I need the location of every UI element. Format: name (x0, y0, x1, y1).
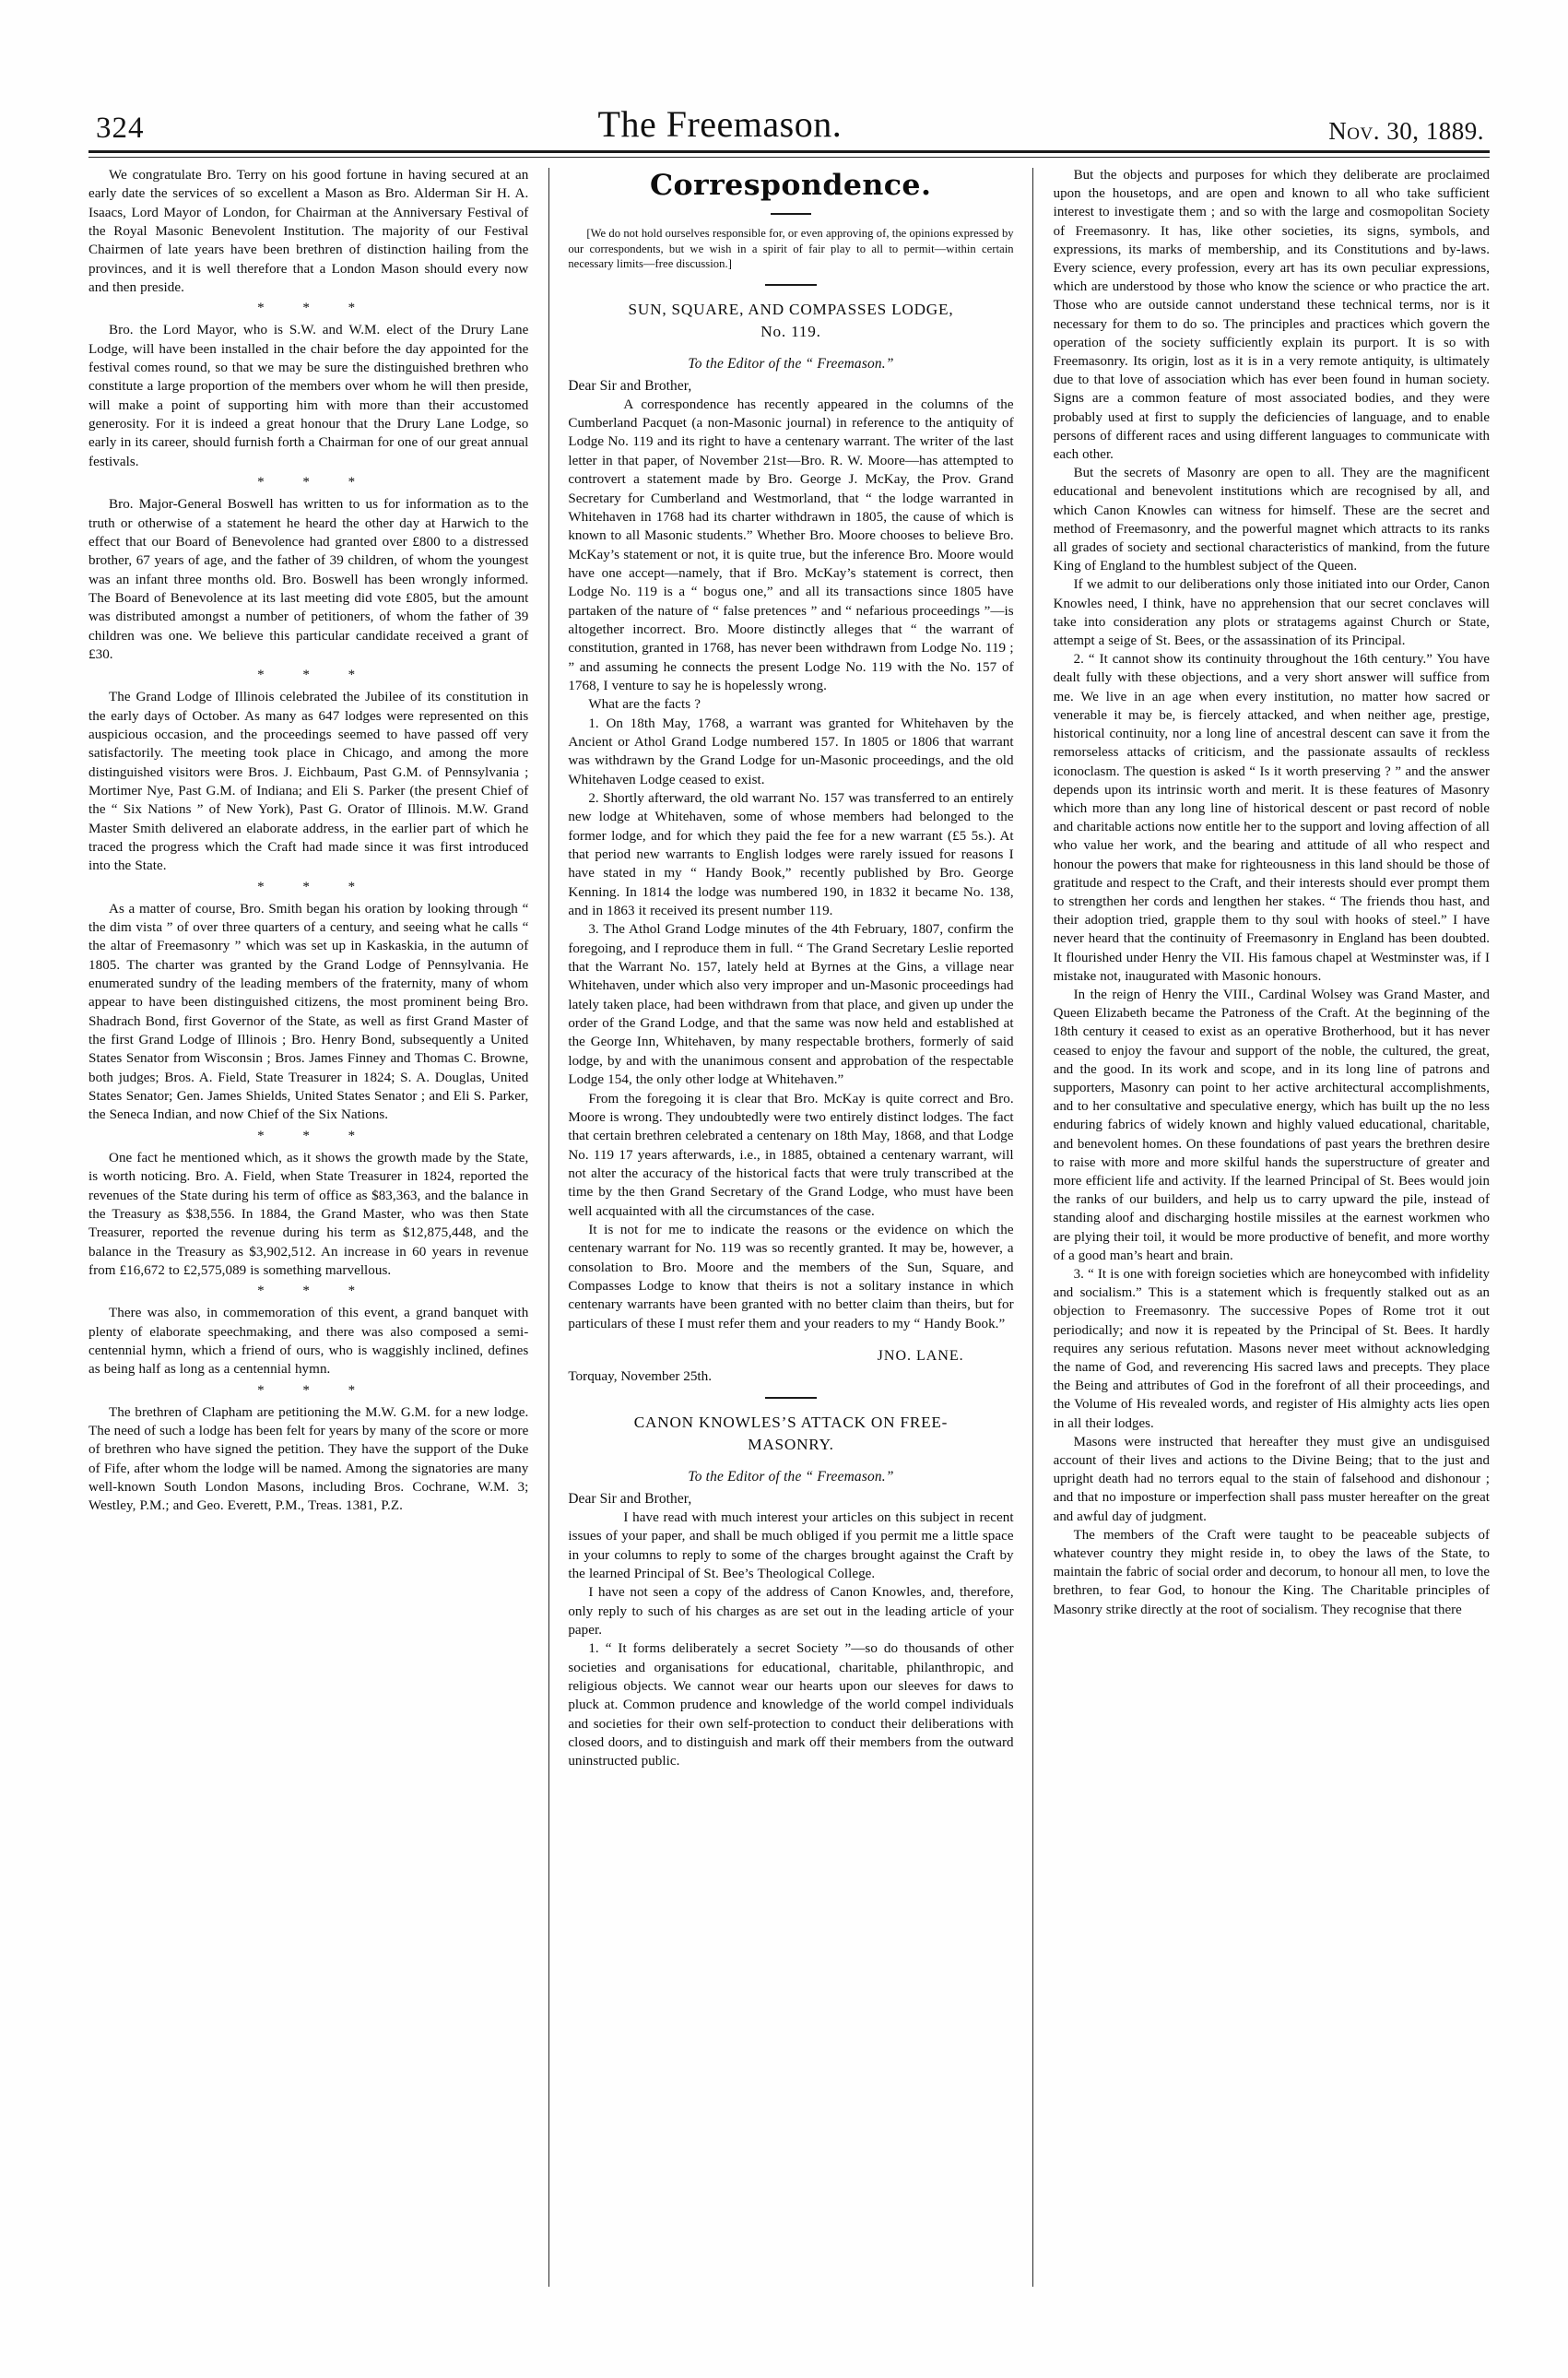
article-title-line-2: MASONRY. (748, 1435, 834, 1453)
paragraph: From the foregoing it is clear that Bro. McKay is quite correct and Bro. Moore is wrong. They undoubtedly were two entirely distinct lodges. The fact that certain brethren celebrated a centenary on 18th May, 1868, and that Lodge No. 119 17 years afterwards, i.e., in 1885, obtained a centenary warrant, will not alter the accuracy of the historical facts that were truly transcribed at the time by the then Grand Secretary of the Grand Lodge, who must have been well acquainted with all the circumstances of the case. (568, 1091, 1014, 1219)
paragraph: 1. On 18th May, 1768, a warrant was granted for Whitehaven by the Ancient or Athol Grand Lodge numbered 157. In 1805 or 1806 that warrant was withdrawn by the Grand Lodge for un-Masonic proceedings, and the old Whitehaven Lodge ceased to exist. (568, 716, 1014, 787)
paragraph-separator: * * * (257, 475, 373, 491)
paragraph-separator: * * * (257, 1284, 373, 1299)
paragraph-separator: * * * (257, 301, 373, 316)
column-one (88, 166, 548, 2314)
salutation: Dear Sir and Brother, (568, 377, 692, 394)
to-the-editor-line: To the Editor of the “ Freemason.” (688, 355, 894, 372)
paragraph: But the secrets of Masonry are open to all. They are the magnificent educational and benevolent institutions which are recognised by all, and which Canon Knowles can witness for himself. These are the secret and method of Freemasonry, and the powerful magnet which attracts to its ranks all grades of society and sectional characteristics of mankind, from the future King of England to the humblest subject of the Queen. (1053, 466, 1490, 574)
paragraph: It is not for me to indicate the reasons or the evidence on which the centenary warrant for No. 119 was so recently granted. It may be, however, a consolation to Bro. Moore and the members of the Sun, Square, and Compasses Lodge to know that theirs is not a solitary instance in which centenary warrants have been granted with no better claim than theirs, but for particulars of these I must refer them and your readers to my “ Handy Book.” (568, 1222, 1014, 1331)
divider-rule (771, 213, 811, 215)
paragraph: Bro. the Lord Mayor, who is S.W. and W.M. elect of the Drury Lane Lodge, will have been installed in the chair before the day appointed for the festival comes round, so that we may be sure the distinguished brethren who constitute a large proportion of the members over whom he will then preside, will make a point of supporting him with more than their accustomed generosity. For it is indeed a great honour that the Drury Lane Lodge, so early in its career, should furnish forth a Chairman for one of our great annual festivals. (88, 323, 529, 469)
correspondence-heading: Correspondence. (650, 169, 932, 202)
paragraph: The members of the Craft were taught to be peaceable subjects of whatever country they might reside in, to obey the laws of the State, to maintain the fabric of social order and decorum, to honour all men, to love the brethren, to fear God, to honour the King. The Charitable principles of Masonry strike directly at the root of socialism. They recognise that there (1053, 1527, 1490, 1617)
column-three (1033, 166, 1490, 2314)
letter-place-and-date: Torquay, November 25th. (568, 1367, 713, 1384)
paragraph: But the objects and purposes for which they deliberate are proclaimed upon the housetops, and are open and known to all who take sufficient interest to investigate them ; and so with the large and cosmopolitan Society of Freemasonry. It has, like other societies, its signs, symbols, and expressions, its marks of membership, and its Constitutions and by-laws. Every science, every profession, every art has its own peculiar expressions, which are understood by those who know the science or who practice the art. Those who are outside cannot understand these technical terms, nor is it necessary for them to do so. The principles and practices which govern the operation of the society sufficiently explain its purport. It is so with Freemasonry. Its origin, lost as it is in a very remote antiquity, is ultimately due to that love of association which has ever been found in human society. Signs are a common feature of most associated bodies, and they were probably used at first to supply the deficiencies of language, and to enable persons of different races and using different languages to communicate with each other. (1053, 168, 1490, 463)
paragraph: 3. The Athol Grand Lodge minutes of the 4th February, 1807, confirm the foregoing, and I reproduce them in full. “ The Grand Secretary Leslie reported that the Warrant No. 157, lately held at Byrnes at the Gins, a village near Whitehaven, under which also very improper and un-Masonic proceedings had lately taken place, had been withdrawn from that place, and given up under the order of the Grand Lodge, and that the same was now held and established at the George Inn, Whitehaven, by many respectable brothers, formerly of said lodge, by and with the unanimous consent and approbation of the respectable Lodge 154, the only other lodge at Whitehaven.” (568, 922, 1014, 1088)
paragraph: In the reign of Henry the VIII., Cardinal Wolsey was Grand Master, and Queen Elizabeth became the Patroness of the Craft. At the beginning of the 18th century it ceased to exist as an operative Brotherhood, but it has never ceased to enjoy the favour and support of the noble, the cultured, the great, and the good. In its work and scope, and in its long line of patrons and supporters, Masonry can point to her active architectural accomplishments, and to her consultative and speculative energy, which has built up the no less enduring fabrics of widely known and highly valued educational, charitable, and benevolent homes. On these foundations of past years the brethren desire to raise with more and more skilful hands the superstructure of greater and more efficient life and activity. If the learned Principal of St. Bees would join the ranks of our builders, and help us to carry upward the pile, instead of standing aloof and discharging hostile missiles at the earnest workmen who are plying their toil, it would be more productive of benefit, and more worthy of a good man’s heart and brain. (1053, 987, 1490, 1263)
paragraph: As a matter of course, Bro. Smith began his oration by looking through “ the dim vista ” of over three quarters of a century, and seeing what he calls “ the altar of Freemasonry ” which was set up in Kaskaskia, in the autumn of 1805. The charter was granted by the Grand Lodge of Pennsylvania. He enumerated sundry of the leading members of the fraternity, many of whom appear to have been distinguished citizens, the most prominent being Bro. Shadrach Bond, first Governor of the State, as well as first Grand Master of the first Grand Lodge of Illinois ; Bro. Henry Bond, subsequently a United States Senator from Wisconsin ; Bros. James Finney and Thomas C. Browne, both judges; Bros. A. Field, State Treasurer in 1824; S. A. Douglas, United States Senator; Gen. James Shields, United States Senator ; and Eli S. Parker, the Seneca Indian, and now Chief of the Six Nations. (88, 901, 529, 1123)
paragraph-separator: * * * (257, 879, 373, 894)
paragraph-separator: * * * (257, 1382, 373, 1398)
article-title-canon-knowles (568, 1412, 1013, 1456)
article-title-sun-square-compasses (568, 299, 1013, 343)
letter-signature: JNO. LANE. (877, 1347, 964, 1364)
divider-rule (765, 1397, 817, 1399)
article-title-line-1: CANON KNOWLES’S ATTACK ON FREE- (633, 1413, 949, 1431)
paragraph: Masons were instructed that hereafter they must give an undisguised account of their lives and actions to the Divine Being; that to the just and upright death had no terrors equal to the stain of falsehood and dishonour ; and that no imposture or imperfection shall pass muster hereafter on the great and awful day of judgment. (1053, 1434, 1490, 1524)
column-two (549, 166, 1032, 2314)
paragraph: 1. “ It forms deliberately a secret Society ”—so do thousands of other societies and organisations for educational, charitable, philanthropic, and religious objects. We cannot wear our hearts upon our sleeves for daws to pluck at. Common prudence and knowledge of the world compel individuals and societies for their own self-protection to conduct their deliberations with closed doors, and to distinguish and mark off their members from the outward uninstructed public. (568, 1641, 1014, 1769)
masthead-rule-thick (88, 150, 1490, 153)
paragraph: We congratulate Bro. Terry on his good fortune in having secured at an early date the services of so excellent a Mason as Bro. Alderman Sir H. A. Isaacs, Lord Mayor of London, for Chairman at the Anniversary Festival of the Royal Masonic Benevolent Institution. The majority of our Festival Chairmen of late years have been brethren of distinction hailing from the provinces, and it is well therefore that a London Mason should every now and then preside. (88, 168, 529, 296)
paragraph: What are the facts ? (588, 697, 701, 713)
paragraph: One fact he mentioned which, as it shows the growth made by the State, is worth noticing. Bro. A. Field, when State Treasurer in 1824, reported the revenues of the State during his term of office as $83,363, and the balance in the Treasury as $38,556. In 1884, the Grand Master, who was then State Treasurer, reported the revenue during his term as $12,875,448, and the balance in the Treasury as $3,902,512. An increase in 60 years in revenue from £16,672 to £2,575,089 is something marvellous. (88, 1150, 529, 1278)
masthead-rule-thin (88, 157, 1490, 158)
issue-date: Nov. 30, 1889. (1328, 117, 1484, 145)
article-title-line-1: SUN, SQUARE, AND COMPASSES LODGE, (628, 300, 954, 318)
paragraph-separator: * * * (257, 668, 373, 683)
paragraph: The brethren of Clapham are petitioning the M.W. G.M. for a new lodge. The need of such a lodge has been felt for years by many of the score or more of brethren who have signed the petition. They have the support of the Duke of Fife, after whom the lodge will be named. Among the signatories are many well-known South London Masons, including Bros. Cochrane, W.M. 3; Westley, P.M.; and Geo. Everett, P.M., Treas. 1381, P.Z. (88, 1404, 529, 1514)
page-number: 324 (96, 112, 145, 145)
paragraph: 3. “ It is one with foreign societies which are honeycombed with infidelity and socialism.” This is a statement which is frequently stalked out as an objection to Freemasonry. The successive Popes of Rome trot it out periodically; and now it is repeated by the Principal of St. Bees. It hardly requires any serious refutation. Masons never meet without acknowledging the name of God, and reverencing His sacred laws and precepts. They place the Being and attributes of God in the forefront of all their proceedings, and the Volume of His revealed words, and register of His almighty acts lies open in all their lodges. (1053, 1266, 1490, 1431)
paragraph: I have not seen a copy of the address of Canon Knowles, and, therefore, only reply to such of his charges as are set out in the leading article of your paper. (568, 1585, 1014, 1639)
paragraph: I have read with much interest your articles on this subject in recent issues of your paper, and shall be much obliged if you permit me a little space in your columns to reply to some of the charges brought against the Craft by the learned Principal of St. Bee’s Theological College. (568, 1509, 1014, 1581)
paragraph: 2. Shortly afterward, the old warrant No. 157 was transferred to an entirely new lodge at Whitehaven, some of whose members had belonged to the former lodge, and for which they paid the fee for a new warrant (£5 5s.). At that period new warrants to English lodges were rarely issued for reasons I have stated in my “ Handy Book,” recently published by Bro. George Kenning. In 1814 the lodge was numbered 190, in 1832 it became No. 138, and in 1863 it received its present number 119. (568, 791, 1014, 919)
publication-title: The Freemason. (597, 103, 843, 145)
paragraph: The Grand Lodge of Illinois celebrated the Jubilee of its constitution in the early days of October. As many as 647 lodges were represented on this auspicious occasion, and the proceedings seemed to have passed off very satisfactorily. The meeting took place in Chicago, and among the more distinguished visitors were Bros. J. Eichbaum, Past G.M. of Pennsylvania ; Mortimer Nye, Past G.M. of Indiana; and Eli S. Parker (the present Chief of the “ Six Nations ” of New York), Past G. Orator of Illinois. M.W. Grand Master Smith delivered an elaborate address, in the earlier part of which he traced the progress which the Craft had made since it was first introduced into the State. (88, 690, 529, 874)
salutation: Dear Sir and Brother, (568, 1490, 692, 1507)
paragraph: There was also, in commemoration of this event, a grand banquet with plenty of elaborate speechmaking, and there was also composed a semi-centennial hymn, which a friend of ours, who is waggishly inclined, defines as being half as long as a centennial hymn. (88, 1306, 529, 1378)
article-title-line-2: No. 119. (760, 322, 821, 340)
paragraph-separator: * * * (257, 1128, 373, 1143)
paragraph: 2. “ It cannot show its continuity throughout the 16th century.” You have dealt fully with these objections, and a very short answer will suffice from me. We live in an age when every institution, no matter how sacred or venerable it may be, is fiercely attacked, and when neither age, prestige, historical continuity, nor a long line of ancestral descent can save it from the remorseless attacks of criticism, and the passionate assaults of reckless iconoclasm. The question is asked “ Is it worth preserving ? ” and the answer depends upon its intrinsic worth and merit. It is these features of Masonry which more than any long line of historical descent or past record of noble and charitable actions now entitle her to the support and loving affection of all who value her work, and the bearing and attitude of all who respect and honour the powers that make for righteousness in this land should be those of gratitude and respect to the Craft, and their interests should ever prompt them to strengthen her cords and lengthen her stakes. “ The friends thou hast, and their adoption tried, grapple them to thy soul with hooks of steel.” I have never heard that the continuity of Freemasonry in England has been doubted. It flourished under Henry the VII. His famous chapel at Westminster was, if I mistake not, inaugurated with Masonic honours. (1053, 652, 1490, 984)
paragraph: A correspondence has recently appeared in the columns of the Cumberland Pacquet (a non-Masonic journal) in reference to the antiquity of Lodge No. 119 and its right to have a centenary warrant. The writer of the last letter in that paper, of November 21st—Bro. R. W. Moore—has attempted to controvert a statement made by Bro. George J. McKay, the Prov. Grand Secretary for Cumberland and Westmorland, that “ the lodge warranted in Whitehaven in 1768 had its charter withdrawn in 1805, the cause of which is known to all Masonic students.” Whether Bro. Moore chooses to believe Bro. McKay’s statement or not, it is quite true, but the inference Bro. Moore would have one accept—namely, that if Bro. McKay’s statement is correct, then Lodge No. 119 is a “ bogus one,” and all its transactions since 1805 have partaken of the nature of “ false pretences ” and “ nefarious proceedings ”—is altogether incorrect. Bro. Moore distinctly alleges that “ the warrant of constitution, granted in 1768, has never been withdrawn from Lodge No. 119 ; ” and assuming he connects the present Lodge No. 119 with the No. 157 of 1768, I venture to say he is hopelessly wrong. (568, 396, 1014, 693)
to-the-editor-line: To the Editor of the “ Freemason.” (688, 1468, 894, 1485)
column-layout (88, 166, 1490, 2314)
editorial-disclaimer: [We do not hold ourselves responsible for, or even approving of, the opinions expressed by our correspondents, but we wish in a spirit of fair play to all to permit—within certain necessary limits—free discussion.] (568, 227, 1014, 271)
paragraph: Bro. Major-General Boswell has written to us for information as to the truth or otherwise of a statement he heard the other day at Harwich to the effect that our Board of Benevolence had granted over £800 to a distressed brother, 67 years of age, and the father of 39 children, of whom the youngest was an infant three months old. Bro. Boswell has been wrongly informed. The Board of Benevolence at its last meeting did vote £805, but the amount was distributed amongst a number of petitioners, of whom the father of 39 children was one. We believe this particular candidate received a grant of £30. (88, 497, 529, 662)
paragraph: If we admit to our deliberations only those initiated into our Order, Canon Knowles need, I think, have no apprehension that our secret conclaves will take into consideration any plots or stratagems against Church or State, attempt a seige of St. Bees, or the assassination of its Principal. (1053, 577, 1490, 649)
divider-rule (765, 284, 817, 286)
masthead (88, 89, 1490, 146)
